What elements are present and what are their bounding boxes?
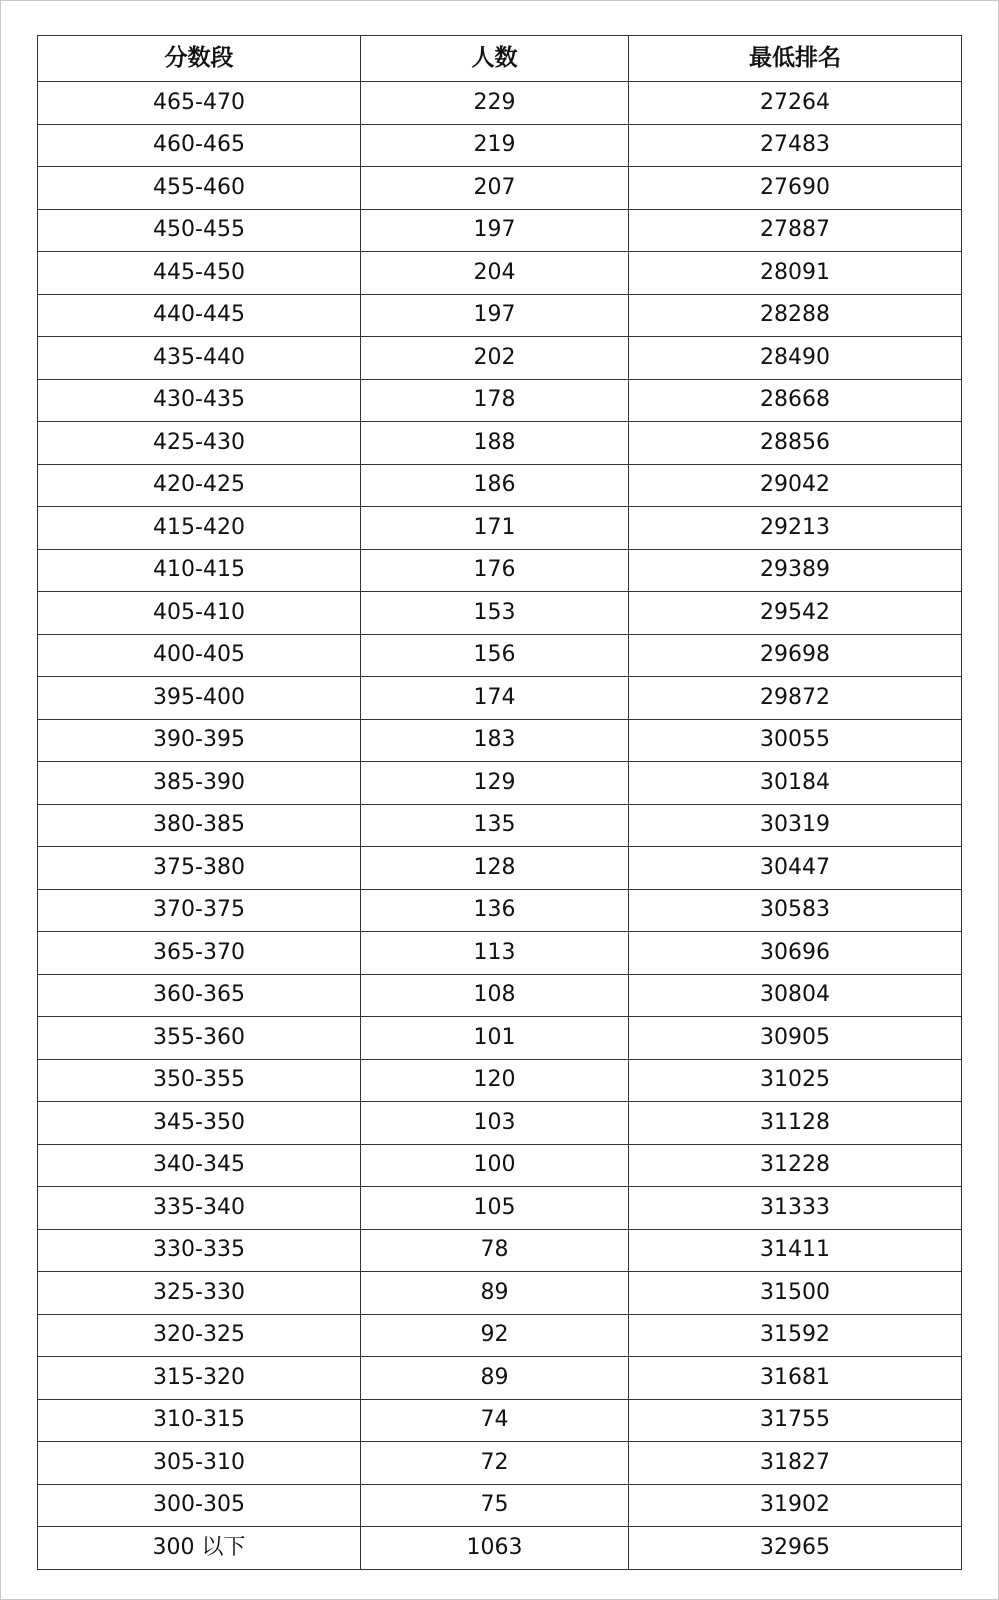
cell-count: 89 bbox=[361, 1272, 629, 1315]
cell-count: 197 bbox=[361, 294, 629, 337]
cell-score-range: 325-330 bbox=[38, 1272, 361, 1315]
cell-lowest-rank: 30905 bbox=[629, 1017, 962, 1060]
table-row bbox=[38, 974, 962, 1017]
cell-count: 75 bbox=[361, 1484, 629, 1527]
cell-lowest-rank: 29542 bbox=[629, 592, 962, 635]
cell-count: 100 bbox=[361, 1144, 629, 1187]
cell-count: 72 bbox=[361, 1442, 629, 1485]
cell-score-range: 405-410 bbox=[38, 592, 361, 635]
cell-score-range: 465-470 bbox=[38, 82, 361, 125]
cell-lowest-rank: 31500 bbox=[629, 1272, 962, 1315]
cell-lowest-rank: 27264 bbox=[629, 82, 962, 125]
cell-lowest-rank: 28288 bbox=[629, 294, 962, 337]
cell-score-range: 380-385 bbox=[38, 804, 361, 847]
table-row bbox=[38, 1187, 962, 1230]
cell-lowest-rank: 32965 bbox=[629, 1527, 962, 1570]
table-row bbox=[38, 209, 962, 252]
cell-count: 153 bbox=[361, 592, 629, 635]
cell-lowest-rank: 27887 bbox=[629, 209, 962, 252]
cell-lowest-rank: 29213 bbox=[629, 507, 962, 550]
cell-score-range: 360-365 bbox=[38, 974, 361, 1017]
cell-count: 171 bbox=[361, 507, 629, 550]
cell-score-range: 310-315 bbox=[38, 1399, 361, 1442]
cell-lowest-rank: 31755 bbox=[629, 1399, 962, 1442]
cell-score-range: 425-430 bbox=[38, 422, 361, 465]
cell-count: 135 bbox=[361, 804, 629, 847]
table-row bbox=[38, 762, 962, 805]
cell-lowest-rank: 28490 bbox=[629, 337, 962, 380]
cell-score-range: 375-380 bbox=[38, 847, 361, 890]
cell-score-range: 315-320 bbox=[38, 1357, 361, 1400]
cell-count: 229 bbox=[361, 82, 629, 125]
cell-lowest-rank: 30447 bbox=[629, 847, 962, 890]
table-row bbox=[38, 1314, 962, 1357]
cell-count: 207 bbox=[361, 167, 629, 210]
cell-lowest-rank: 31827 bbox=[629, 1442, 962, 1485]
table-row bbox=[38, 422, 962, 465]
cell-count: 204 bbox=[361, 252, 629, 295]
table-row bbox=[38, 1442, 962, 1485]
cell-lowest-rank: 29042 bbox=[629, 464, 962, 507]
cell-count: 202 bbox=[361, 337, 629, 380]
table-row bbox=[38, 464, 962, 507]
cell-count: 174 bbox=[361, 677, 629, 720]
table-row bbox=[38, 932, 962, 975]
cell-score-range: 460-465 bbox=[38, 124, 361, 167]
cell-score-range: 385-390 bbox=[38, 762, 361, 805]
cell-count: 156 bbox=[361, 634, 629, 677]
cell-count: 92 bbox=[361, 1314, 629, 1357]
cell-score-range: 340-345 bbox=[38, 1144, 361, 1187]
table-row bbox=[38, 677, 962, 720]
cell-lowest-rank: 27690 bbox=[629, 167, 962, 210]
cell-count: 136 bbox=[361, 889, 629, 932]
cell-lowest-rank: 30804 bbox=[629, 974, 962, 1017]
cell-score-range: 330-335 bbox=[38, 1229, 361, 1272]
cell-score-range: 335-340 bbox=[38, 1187, 361, 1230]
header-count: 人数 bbox=[361, 36, 629, 82]
table-row bbox=[38, 1357, 962, 1400]
cell-count: 89 bbox=[361, 1357, 629, 1400]
cell-count: 113 bbox=[361, 932, 629, 975]
table-row bbox=[38, 507, 962, 550]
table-row bbox=[38, 634, 962, 677]
cell-score-range: 440-445 bbox=[38, 294, 361, 337]
cell-score-range: 390-395 bbox=[38, 719, 361, 762]
cell-lowest-rank: 28668 bbox=[629, 379, 962, 422]
table-row bbox=[38, 804, 962, 847]
table-row bbox=[38, 1144, 962, 1187]
cell-score-range: 305-310 bbox=[38, 1442, 361, 1485]
cell-count: 120 bbox=[361, 1059, 629, 1102]
header-score-range: 分数段 bbox=[38, 36, 361, 82]
cell-count: 74 bbox=[361, 1399, 629, 1442]
cell-lowest-rank: 30184 bbox=[629, 762, 962, 805]
cell-count: 105 bbox=[361, 1187, 629, 1230]
cell-count: 103 bbox=[361, 1102, 629, 1145]
cell-score-range: 455-460 bbox=[38, 167, 361, 210]
cell-lowest-rank: 28091 bbox=[629, 252, 962, 295]
table-row bbox=[38, 1399, 962, 1442]
cell-score-range: 300 以下 bbox=[38, 1527, 361, 1570]
cell-count: 101 bbox=[361, 1017, 629, 1060]
table-row bbox=[38, 549, 962, 592]
table-row bbox=[38, 1017, 962, 1060]
table-body bbox=[38, 82, 962, 1570]
cell-score-range: 445-450 bbox=[38, 252, 361, 295]
cell-score-range: 365-370 bbox=[38, 932, 361, 975]
cell-lowest-rank: 29698 bbox=[629, 634, 962, 677]
table-row bbox=[38, 1272, 962, 1315]
cell-lowest-rank: 31333 bbox=[629, 1187, 962, 1230]
cell-score-range: 350-355 bbox=[38, 1059, 361, 1102]
cell-lowest-rank: 28856 bbox=[629, 422, 962, 465]
table-row bbox=[38, 337, 962, 380]
cell-score-range: 320-325 bbox=[38, 1314, 361, 1357]
cell-lowest-rank: 30583 bbox=[629, 889, 962, 932]
cell-count: 178 bbox=[361, 379, 629, 422]
table-row bbox=[38, 1102, 962, 1145]
table-row bbox=[38, 379, 962, 422]
cell-score-range: 450-455 bbox=[38, 209, 361, 252]
cell-lowest-rank: 31902 bbox=[629, 1484, 962, 1527]
cell-lowest-rank: 27483 bbox=[629, 124, 962, 167]
cell-lowest-rank: 31592 bbox=[629, 1314, 962, 1357]
cell-lowest-rank: 29389 bbox=[629, 549, 962, 592]
cell-lowest-rank: 30319 bbox=[629, 804, 962, 847]
table-row bbox=[38, 294, 962, 337]
table-row bbox=[38, 1527, 962, 1570]
cell-lowest-rank: 31681 bbox=[629, 1357, 962, 1400]
table-row bbox=[38, 889, 962, 932]
cell-score-range: 435-440 bbox=[38, 337, 361, 380]
table-row bbox=[38, 1059, 962, 1102]
cell-score-range: 400-405 bbox=[38, 634, 361, 677]
cell-count: 197 bbox=[361, 209, 629, 252]
cell-score-range: 420-425 bbox=[38, 464, 361, 507]
cell-lowest-rank: 29872 bbox=[629, 677, 962, 720]
cell-count: 219 bbox=[361, 124, 629, 167]
cell-score-range: 410-415 bbox=[38, 549, 361, 592]
score-rank-table bbox=[37, 35, 962, 1570]
table-row bbox=[38, 124, 962, 167]
cell-score-range: 430-435 bbox=[38, 379, 361, 422]
table-row bbox=[38, 719, 962, 762]
cell-count: 1063 bbox=[361, 1527, 629, 1570]
cell-score-range: 395-400 bbox=[38, 677, 361, 720]
table-row bbox=[38, 847, 962, 890]
table-row bbox=[38, 252, 962, 295]
table-header bbox=[38, 36, 962, 82]
cell-count: 183 bbox=[361, 719, 629, 762]
cell-count: 188 bbox=[361, 422, 629, 465]
cell-count: 108 bbox=[361, 974, 629, 1017]
cell-count: 128 bbox=[361, 847, 629, 890]
cell-score-range: 345-350 bbox=[38, 1102, 361, 1145]
cell-lowest-rank: 31228 bbox=[629, 1144, 962, 1187]
cell-count: 176 bbox=[361, 549, 629, 592]
table-row bbox=[38, 82, 962, 125]
table-row bbox=[38, 1229, 962, 1272]
cell-score-range: 300-305 bbox=[38, 1484, 361, 1527]
cell-lowest-rank: 31128 bbox=[629, 1102, 962, 1145]
cell-lowest-rank: 30696 bbox=[629, 932, 962, 975]
cell-score-range: 355-360 bbox=[38, 1017, 361, 1060]
cell-lowest-rank: 30055 bbox=[629, 719, 962, 762]
cell-lowest-rank: 31411 bbox=[629, 1229, 962, 1272]
table-row bbox=[38, 592, 962, 635]
cell-count: 186 bbox=[361, 464, 629, 507]
cell-count: 78 bbox=[361, 1229, 629, 1272]
table-row bbox=[38, 167, 962, 210]
cell-count: 129 bbox=[361, 762, 629, 805]
table-row bbox=[38, 1484, 962, 1527]
cell-score-range: 415-420 bbox=[38, 507, 361, 550]
cell-lowest-rank: 31025 bbox=[629, 1059, 962, 1102]
cell-score-range: 370-375 bbox=[38, 889, 361, 932]
header-row bbox=[38, 36, 962, 82]
header-lowest-rank: 最低排名 bbox=[629, 36, 962, 82]
